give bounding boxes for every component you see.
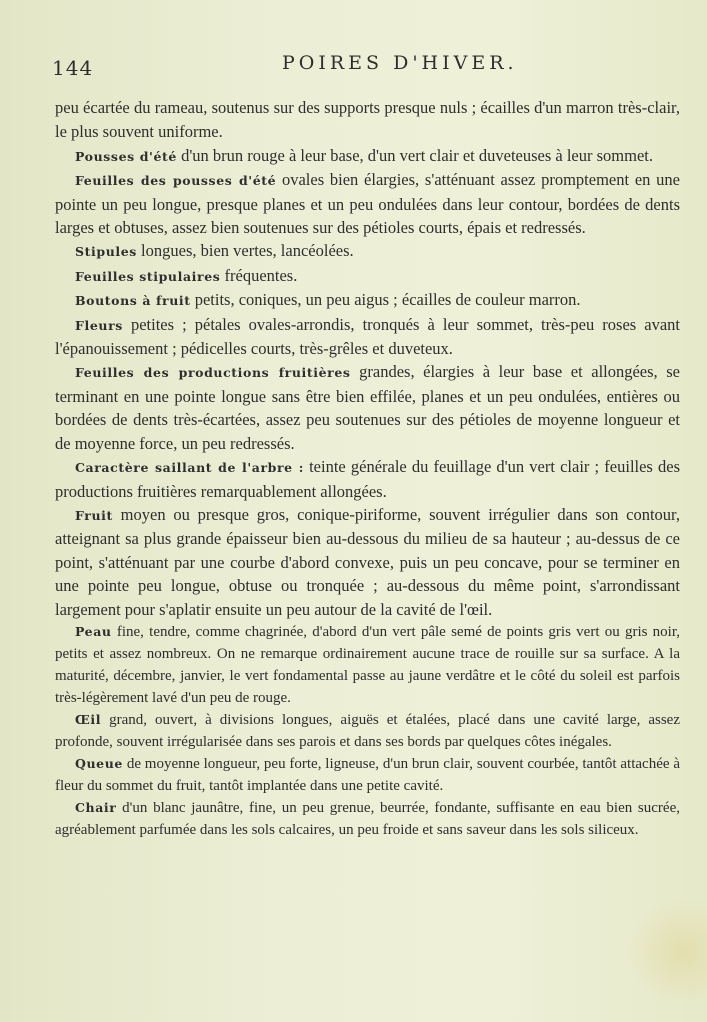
description: petits, coniques, un peu aigus ; écailles de couleur marron. xyxy=(190,290,581,310)
term: Pousses d'été xyxy=(75,148,177,164)
paragraph-5 xyxy=(55,288,680,312)
paragraph-7 xyxy=(55,360,680,455)
description: peu écartée du rameau, soutenus sur des supports presque nuls ; écailles d'un marron très-clair, le plus souvent uniforme. xyxy=(55,98,680,142)
term: Feuilles stipulaires xyxy=(75,268,221,284)
paragraph-13 xyxy=(55,797,680,841)
term: Feuilles des pousses d'été xyxy=(75,173,277,189)
term: Œil xyxy=(75,711,102,727)
description: d'un blanc jaunâtre, fine, un peu grenue, beurrée, fondante, suffisante en eau bien sucrée, agréablement parfumée dans les sols calcaires, un peu froide et sans saveur dans les sols siliceux. xyxy=(55,799,680,838)
paragraph-0 xyxy=(55,96,680,144)
term: Queue xyxy=(75,755,123,771)
term: Chair xyxy=(75,799,117,815)
term: Boutons à fruit xyxy=(75,293,191,309)
paragraph-3 xyxy=(55,239,680,263)
description: de moyenne longueur, peu forte, ligneuse, d'un brun clair, souvent courbée, tantôt attachée à fleur du sommet du fruit, tantôt implantée dans une petite cavité. xyxy=(55,755,680,794)
page-header xyxy=(52,48,667,78)
paragraph-9 xyxy=(55,503,680,621)
paragraph-10 xyxy=(55,621,680,709)
paragraph-6 xyxy=(55,313,680,361)
paragraph-11 xyxy=(55,709,680,753)
description: moyen ou presque gros, conique-piriforme, souvent irrégulier dans son contour, atteignant sa plus grande épaisseur bien au-dessous du milieu de sa hauteur ; au-dessus de ce point, s'atténuant par une courbe d'abord convexe, puis un peu concave, pour se terminer en une pointe peu longue, obtuse ou tronquée ; au-dessous du même point, s'arrondissant largement pour s'aplatir ensuite un peu autour de la cavité de l'œil. xyxy=(55,504,680,619)
running-title: POIRES D'HIVER. xyxy=(282,52,518,74)
description: fine, tendre, comme chagrinée, d'abord d'un vert pâle semé de points gris vert ou gris noir, petits et assez nombreux. On ne remarque ordinairement aucune trace de rouille sur sa surface. A la maturité, décembre, janvier, le vert fondamental passe au jaune verdâtre et le côté du soleil est parfois très-légèrement lavé d'un peu de rouge. xyxy=(55,623,680,706)
term: Peau xyxy=(75,623,112,639)
paragraph-8 xyxy=(55,455,680,503)
term: Fleurs xyxy=(75,317,123,333)
paragraph-1 xyxy=(55,144,680,168)
paragraph-2 xyxy=(55,168,680,239)
paragraph-12 xyxy=(55,753,680,797)
page-number: 144 xyxy=(52,56,94,80)
description: grand, ouvert, à divisions longues, aiguës et étalées, placé dans une cavité large, assez profonde, souvent irrégularisée dans ses parois et dans ses bords par quelques côtes inégales. xyxy=(55,711,680,750)
description: ovales bien élargies, s'atténuant assez promptement en une pointe un peu longue, presque planes et un peu ondulées dans leur contour, bordées de dents larges et obtuses, assez bien soutenues sur des pétioles courts, épais et redressés. xyxy=(55,170,680,238)
term: Fruit xyxy=(75,507,113,523)
description: fréquentes. xyxy=(220,265,298,285)
description: petites ; pétales ovales-arrondis, tronqués à leur sommet, très-peu roses avant l'épanouissement ; pédicelles courts, très-grêles et duveteux. xyxy=(55,314,680,359)
term: Stipules xyxy=(75,244,137,260)
body-text xyxy=(55,96,680,841)
term: Feuilles des productions fruitières xyxy=(75,365,351,381)
description: teinte générale du feuillage d'un vert clair ; feuilles des productions fruitières remarquablement allongées. xyxy=(55,457,680,501)
description: longues, bien vertes, lancéolées. xyxy=(136,241,354,261)
description: d'un brun rouge à leur base, d'un vert clair et duveteuses à leur sommet. xyxy=(176,145,653,165)
page-stain xyxy=(627,880,707,1000)
paragraph-4 xyxy=(55,264,680,288)
description: grandes, élargies à leur base et allongées, se terminant en une pointe longue sans être bien effilée, planes et un peu ondulées, entières ou bordées de dents très-écartées, assez peu soutenues sur des pétioles de moyenne longueur et de moyenne force, un peu redressés. xyxy=(55,362,681,453)
term: Caractère saillant de l'arbre : xyxy=(75,460,304,476)
